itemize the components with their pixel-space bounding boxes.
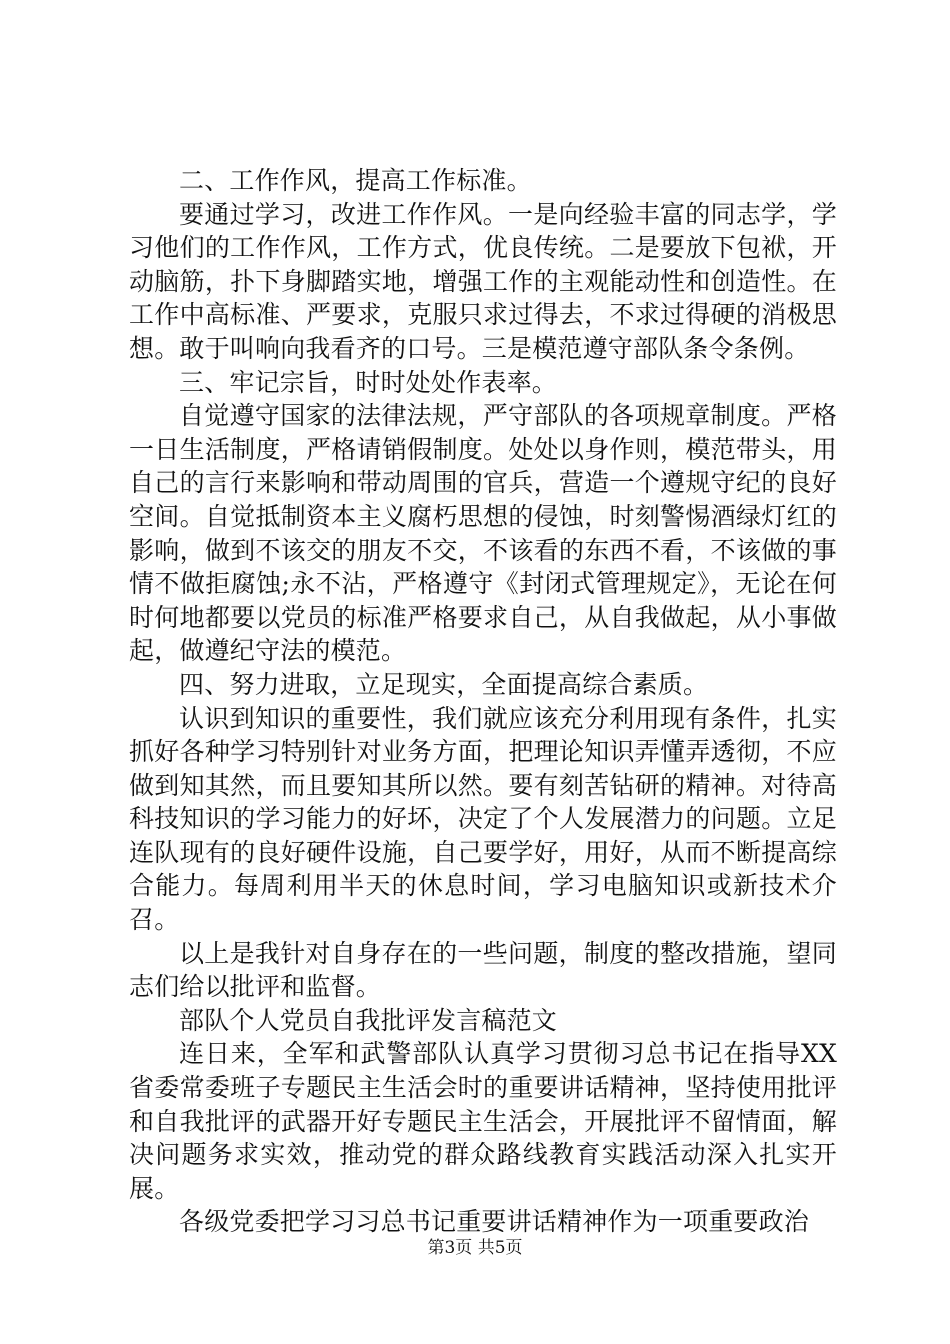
paragraph-closing: 以上是我针对自身存在的一些问题，制度的整改措施，望同志们给以批评和监督。 [129,938,837,1002]
section-heading-quality: 四、努力进取，立足现实，全面提高综合素质。 [179,669,709,699]
paragraph-quality: 认识到知识的重要性，我们就应该充分利用现有条件，扎实抓好各种学习特别针对业务方面，把理论知识弄懂弄透彻，不应做到知其然，而且要知其所以然。要有刻苦钻研的精神。对待高科技知识的学习能力的好坏，决定了个人发展潜力的问题。立足连队现有的良好硬件设施，自己要学好，用好，从而不断提高综合能力。每周利用半天的休息时间，学习电脑知识或新技术介召。 [129,703,837,935]
paragraph-intro: 连日来，全军和武警部队认真学习贯彻习总书记在指导XX省委常委班子专题民主生活会时的重要讲话精神，坚持使用批评和自我批评的武器开好专题民主生活会，开展批评不留情面，解决问题务求实效，推动党的群众路线教育实践活动深入扎实开展。 [129,1039,837,1203]
section-heading-purpose: 三、牢记宗旨，时时处处作表率。 [179,367,558,397]
paragraph-work-style: 要通过学习，改进工作作风。一是向经验丰富的同志学，学习他们的工作作风，工作方式，优良传统。二是要放下包袱，开动脑筋，扑下身脚踏实地，增强工作的主观能动性和创造性。在工作中高标准、严要求，克服只求过得去，不求过得硬的消极思想。敢于叫响向我看齐的口号。三是模范遵守部队条令条例。 [129,199,837,363]
article-title: 部队个人党员自我批评发言稿范文 [179,1005,558,1035]
document-body [129,164,837,1239]
paragraph-continuation: 各级党委把学习习总书记重要讲话精神作为一项重要政治 [179,1207,810,1237]
section-heading-work-style: 二、工作作风，提高工作标准。 [179,166,532,195]
page-number: 第3页 共5页 [427,1238,523,1258]
paragraph-purpose: 自觉遵守国家的法律法规，严守部队的各项规章制度。严格一日生活制度，严格请销假制度。处处以身作则，模范带头，用自己的言行来影响和带动周围的官兵，营造一个遵规守纪的良好空间。自觉抵制资本主义腐朽思想的侵蚀，时刻警惕酒绿灯红的影响，做到不该交的朋友不交，不该看的东西不看，不该做的事情不做拒腐蚀;永不沾，严格遵守《封闭式管理规定》，无论在何时何地都要以党员的标准严格要求自己，从自我做起，从小事做起，做遵纪守法的模范。 [129,401,837,666]
